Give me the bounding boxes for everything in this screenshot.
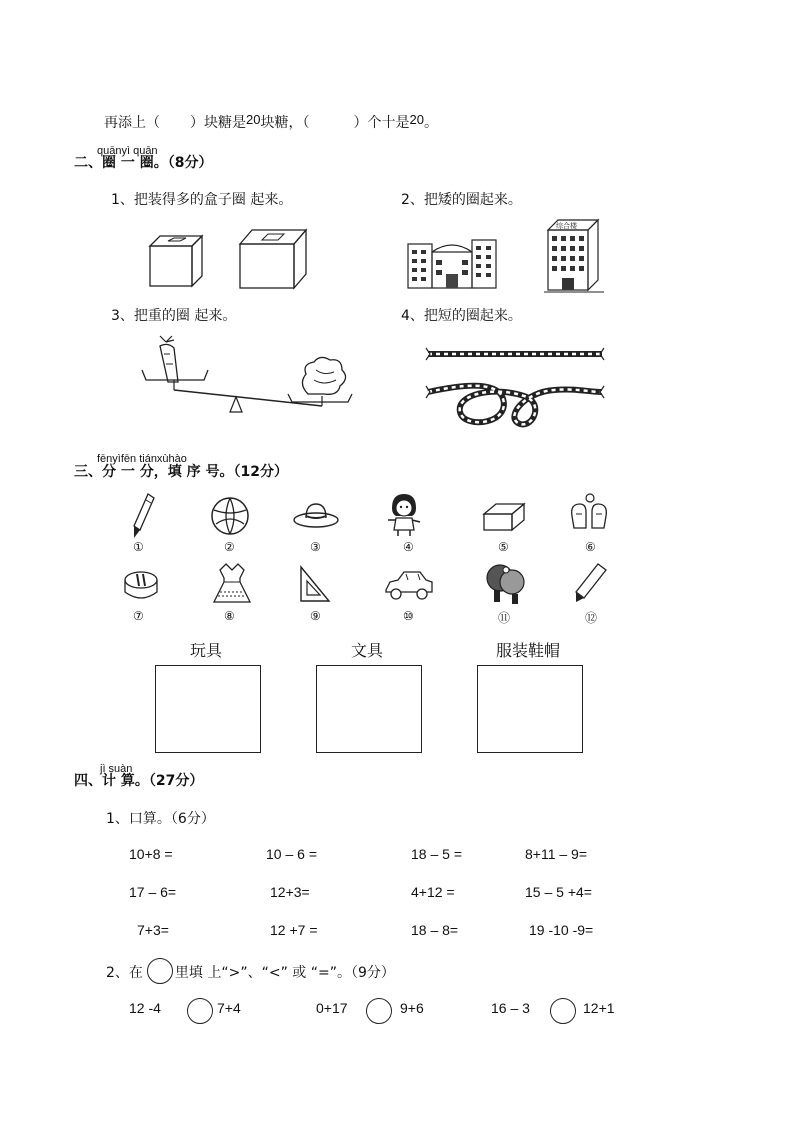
- problem-r2-c2: 12+3=: [270, 884, 310, 900]
- building-short-image: [406, 234, 500, 290]
- section3-prefix: 三、: [74, 464, 102, 480]
- section3-title: 分 一 分，填 序 号: [102, 464, 220, 480]
- eraser-icon: [482, 500, 526, 532]
- item-label-6: ⑥: [585, 540, 596, 554]
- section2-pinyin: quānyì quān: [97, 145, 158, 157]
- section4-sub2-a: 2、在: [106, 965, 143, 981]
- toy-car-icon: [382, 570, 436, 602]
- problem-r3-c3: 18 – 8=: [411, 922, 459, 938]
- answer-box-toys[interactable]: [155, 665, 261, 753]
- volleyball-icon: [210, 496, 250, 536]
- problem-r3-c2: 12 +7 =: [270, 922, 318, 938]
- box-small-image: [146, 232, 204, 288]
- top-line-part1: 再添上（: [104, 115, 160, 131]
- item-label-3: ③: [310, 540, 321, 554]
- top-line-end: 。: [423, 115, 438, 131]
- section3-heading: [74, 461, 288, 481]
- section2-title: 圈 一 圈: [102, 155, 154, 171]
- section2-q4: 4、把短的圈起来。: [401, 308, 522, 324]
- ropes-image: [424, 344, 608, 430]
- pen-icon: [128, 492, 156, 540]
- box-large-image: [236, 226, 308, 290]
- item-label-4: ④: [403, 540, 414, 554]
- top-line-part3: 块糖，（: [260, 115, 310, 131]
- hat-icon: [292, 500, 340, 532]
- problem-r2-c3: 4+12 =: [411, 884, 455, 900]
- gloves-icon: [568, 492, 610, 534]
- section2-heading: [74, 152, 213, 172]
- compare2-answer-circle[interactable]: [366, 998, 392, 1024]
- item-label-11: ⑪: [498, 611, 511, 625]
- pencil-icon: [574, 562, 608, 604]
- problem-r1-c3: 18 – 5 =: [411, 846, 462, 862]
- problem-r1-c2: 10 – 6 =: [266, 846, 317, 862]
- example-circle-icon: [147, 958, 173, 984]
- top-line-part4: ）个十是: [353, 115, 410, 131]
- problem-r3-c1: 7+3=: [137, 922, 169, 938]
- triangle-ruler-icon: [298, 564, 332, 604]
- section2-suffix: 。（8分）: [153, 155, 213, 171]
- section2-q1: 1、把装得多的盒子圈 起来。: [111, 192, 293, 208]
- item-label-7: ⑦: [133, 609, 144, 623]
- answer-box-stationery[interactable]: [316, 665, 422, 753]
- section4-sub2-b: 里填 上“>”、“<” 或 “=”。（9分）: [174, 965, 395, 981]
- item-label-2: ②: [224, 540, 235, 554]
- section3-pinyin: fēnyìfēn tiánxùhào: [97, 453, 187, 465]
- top-line: [104, 112, 438, 132]
- category-label-clothing: 服装鞋帽: [496, 641, 561, 660]
- compare3-answer-circle[interactable]: [550, 998, 576, 1024]
- item-label-8: ⑧: [224, 609, 235, 623]
- problem-r1-c4: 8+11 – 9=: [525, 846, 588, 862]
- ping-pong-paddles-icon: [484, 562, 528, 606]
- item-label-12: ⑫: [585, 611, 598, 625]
- section4-sub1: 1、口算。（6分）: [106, 811, 215, 827]
- section4-suffix: 。（27分）: [134, 773, 204, 789]
- section4-pinyin: jì suàn: [100, 763, 133, 775]
- dress-icon: [212, 562, 252, 606]
- pencil-sharpener-icon: [121, 566, 161, 606]
- building-tall-image: [544, 216, 604, 294]
- item-label-10: ⑩: [403, 609, 414, 623]
- item-label-5: ⑤: [498, 540, 509, 554]
- compare2-left: 0+17: [316, 1000, 348, 1016]
- problem-r2-c1: 17 – 6=: [129, 884, 177, 900]
- top-line-num1: 20: [246, 112, 261, 127]
- item-label-9: ⑨: [310, 609, 321, 623]
- building-sign-text: 综合楼: [556, 222, 577, 230]
- balance-scale-image: [138, 334, 358, 424]
- section4-prefix: 四、: [74, 773, 102, 789]
- problem-r1-c1: 10+8 =: [129, 846, 173, 862]
- answer-box-clothing[interactable]: [477, 665, 583, 753]
- compare3-right: 12+1: [583, 1000, 615, 1016]
- item-label-1: ①: [133, 540, 144, 554]
- category-label-toys: 玩具: [190, 641, 223, 660]
- section3-suffix: 。（12分）: [219, 464, 288, 480]
- problem-r2-c4: 15 – 5 +4=: [525, 884, 592, 900]
- compare1-left: 12 -4: [129, 1000, 161, 1016]
- section2-q3: 3、把重的圈 起来。: [111, 308, 237, 324]
- doll-icon: [384, 492, 424, 538]
- compare3-left: 16 – 3: [491, 1000, 530, 1016]
- category-label-stationery: 文具: [351, 641, 384, 660]
- section2-prefix: 二、: [74, 155, 102, 171]
- section4-heading: [74, 770, 203, 790]
- section4-title: 计 算: [102, 773, 135, 789]
- compare2-right: 9+6: [400, 1000, 424, 1016]
- compare1-answer-circle[interactable]: [187, 998, 213, 1024]
- section2-q2: 2、把矮的圈起来。: [401, 192, 522, 208]
- problem-r3-c4: 19 -10 -9=: [529, 922, 594, 938]
- top-line-part2: ）块糖是: [190, 115, 246, 131]
- compare1-right: 7+4: [217, 1000, 241, 1016]
- top-line-num2: 20: [409, 112, 424, 127]
